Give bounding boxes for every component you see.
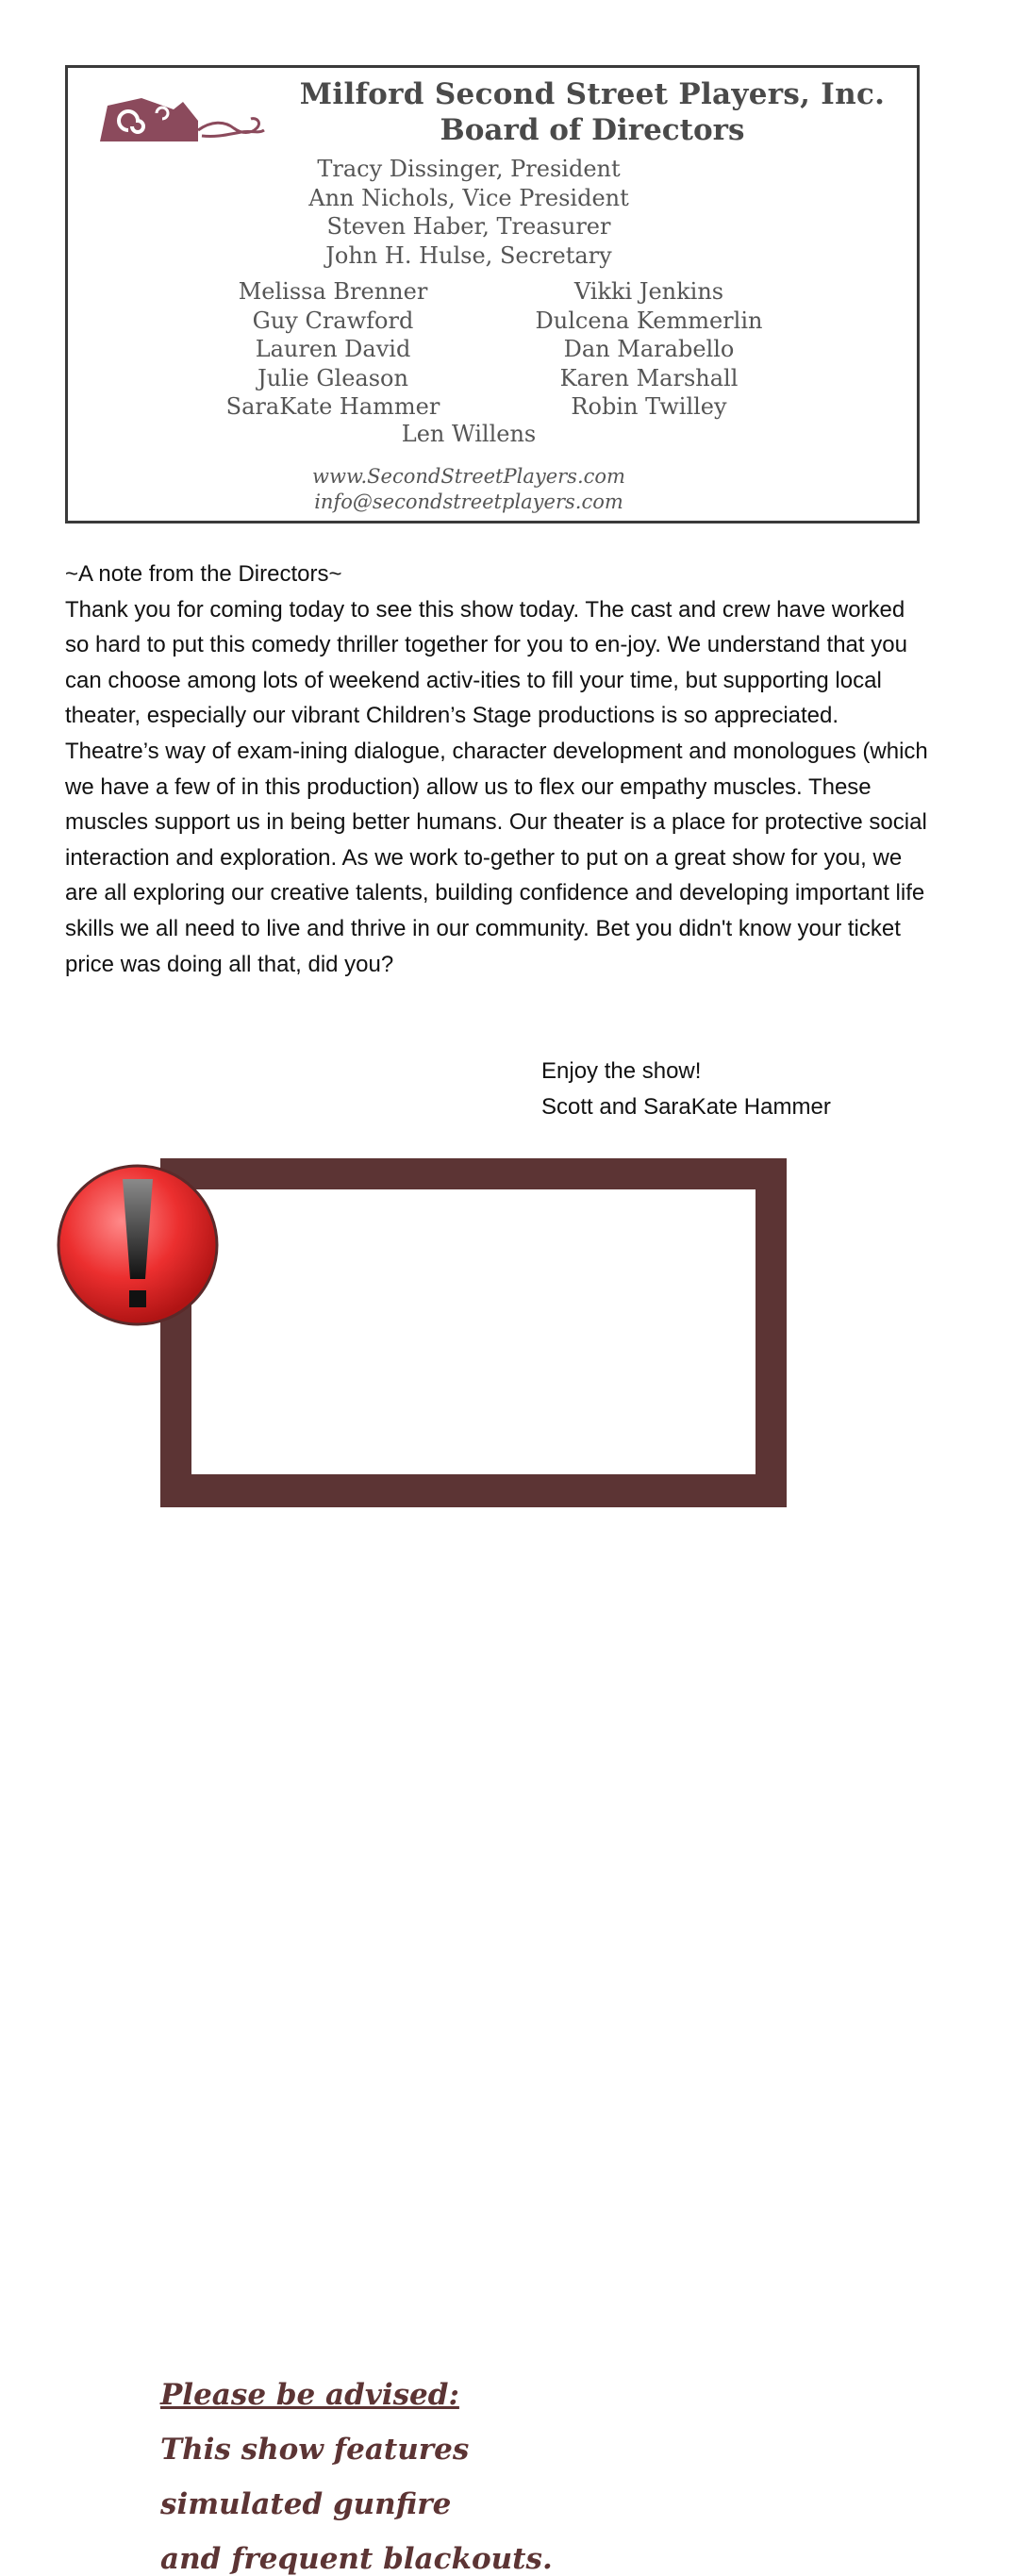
website-link[interactable]: www.SecondStreetPlayers.com [312, 465, 625, 488]
board-member: Dulcena Kemmerlin [535, 307, 763, 334]
advisory-box [160, 1158, 787, 2576]
email-link[interactable]: info@secondstreetplayers.com [314, 490, 623, 513]
theater-logo-icon [96, 92, 285, 145]
officers-list [257, 155, 681, 270]
organization-name: Milford Second Street Players, Inc. [299, 77, 886, 111]
board-member: SaraKate Hammer [225, 393, 440, 420]
note-heading: ~A note from the Directors~ [65, 561, 342, 587]
members-left-column [191, 277, 474, 422]
note-body: Thank you for coming today to see this show today. The cast and crew have worked so hard to put this comedy thriller together for you to en-joy. We understand that you can choose among lots of weekend activ-ities to fill your time, but supporting local theater, especially our vibrant Children’s Stage productions is so appreciated. Theatre’s way of exam-ining dialogue, character development and monologues (which we have a few of in this production) allow us to flex our empathy muscles. These muscles support us in being better humans. Our theater is a place for protective social interaction and exploration. As we work to-gether to put on a great show for you, we are all exploring our creative talents, building confidence and developing important life skills we all need to live and thrive in our community. Bet you didn't know your ticket price was doing all that, did you? [65, 596, 928, 977]
signoff-greeting: Enjoy the show! [541, 1058, 702, 1084]
board-member: Melissa Brenner [238, 278, 428, 305]
members-right-column [507, 277, 790, 422]
contact-info [257, 464, 681, 515]
board-member: Robin Twilley [571, 393, 727, 420]
board-member: Lauren David [255, 336, 411, 362]
advisory-line: This show features [160, 2433, 470, 2467]
officer-vice-president: Ann Nichols, Vice President [308, 184, 629, 211]
advisory-heading: Please be advised: [160, 2378, 459, 2412]
board-member: Dan Marabello [563, 336, 735, 362]
board-title: Board of Directors [440, 113, 745, 147]
board-member: Karen Marshall [559, 364, 739, 391]
note-signoff [541, 1054, 831, 1124]
advisory-line: and frequent blackouts. [160, 2542, 553, 2576]
board-member: Julie Gleason [257, 364, 408, 391]
board-member: Guy Crawford [252, 307, 414, 334]
board-member-last: Len Willens [401, 421, 537, 447]
officer-secretary: John H. Hulse, Secretary [325, 241, 612, 269]
board-of-directors-box [65, 65, 920, 524]
advisory-line: simulated gunfire [160, 2487, 452, 2521]
officer-president: Tracy Dissinger, President [317, 156, 621, 182]
directors-note [65, 557, 933, 982]
signoff-names: Scott and SaraKate Hammer [541, 1093, 831, 1120]
exclamation-warning-icon [55, 1162, 221, 1328]
board-member: Vikki Jenkins [573, 278, 724, 305]
advisory-inner-panel [191, 1189, 756, 1474]
officer-treasurer: Steven Haber, Treasurer [326, 213, 611, 240]
